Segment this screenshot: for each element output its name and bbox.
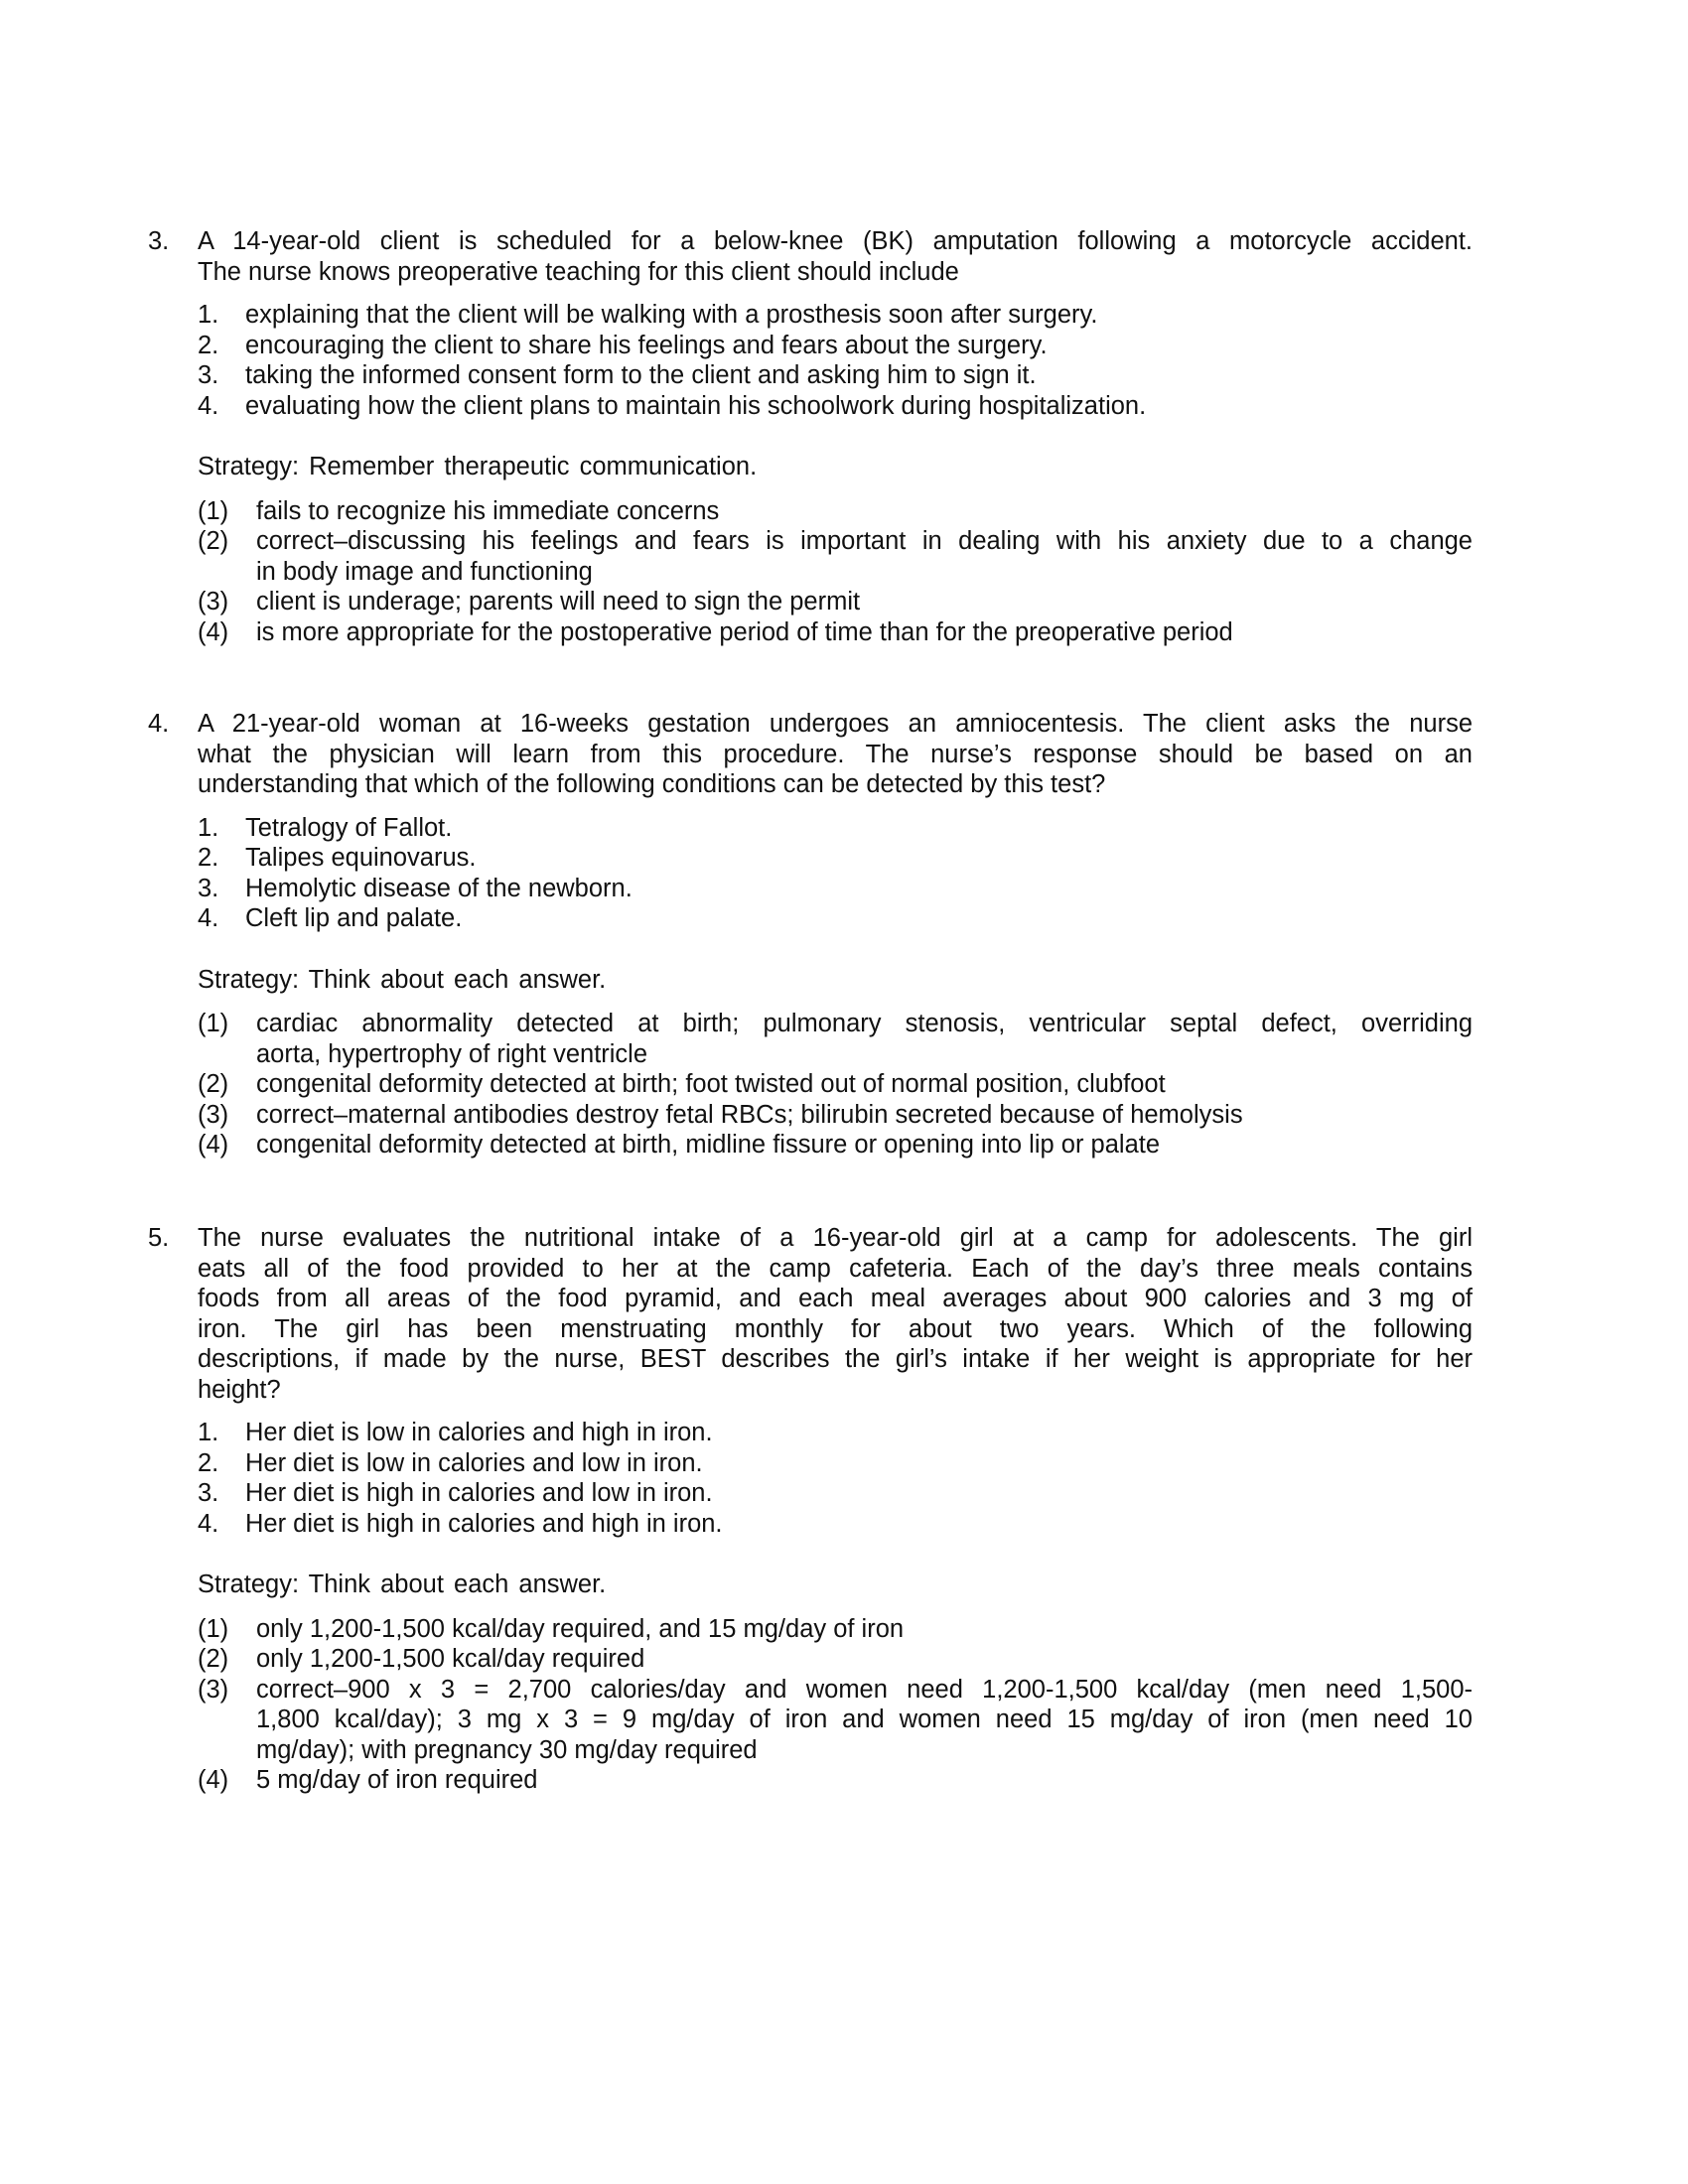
question-stem	[198, 709, 1473, 800]
answer-option	[198, 1448, 1473, 1479]
option-number: 2.	[198, 844, 219, 872]
rationale-item	[198, 587, 1473, 617]
rationale-line: 5 mg/day of iron required	[256, 1766, 538, 1794]
option-text: encouraging the client to share his feelings and fears about the surgery.	[245, 331, 1048, 359]
option-text: Her diet is low in calories and high in iron.	[245, 1419, 713, 1446]
answer-option	[198, 843, 1473, 874]
stem-line: what the physician will learn from this procedure. The nurse’s response should be based on an	[198, 740, 1473, 768]
option-text: Talipes equinovarus.	[245, 844, 477, 872]
rationale-line: 1,800 kcal/day); 3 mg x 3 = 9 mg/day of iron and women need 15 mg/day of iron (men need 10	[256, 1706, 1473, 1733]
question-4	[148, 709, 1473, 1160]
option-text: Her diet is high in calories and high in iron.	[245, 1509, 723, 1538]
answer-option	[198, 813, 1473, 844]
option-text: Cleft lip and palate.	[245, 904, 463, 932]
question-3	[148, 226, 1473, 647]
stem-line: descriptions, if made by the nurse, BEST describes the girl’s intake if her weight is appropriate for her	[198, 1345, 1473, 1373]
question-stem	[198, 226, 1473, 287]
option-text: evaluating how the client plans to maintain his schoolwork during hospitalization.	[245, 391, 1147, 420]
rationale-number: (2)	[198, 1645, 229, 1673]
stem-line: foods from all areas of the food pyramid, and each meal averages about 900 calories and 3 mg of	[198, 1285, 1473, 1312]
stem-line: iron. The girl has been menstruating monthly for about two years. Which of the following	[198, 1314, 1473, 1343]
rationale-number: (1)	[198, 496, 229, 525]
option-number: 1.	[198, 301, 219, 329]
option-number: 2.	[198, 331, 219, 359]
rationale-number: (1)	[198, 1614, 229, 1643]
rationales	[198, 1614, 1473, 1796]
option-number: 1.	[198, 1419, 219, 1446]
strategy-text: Strategy: Remember therapeutic communication.	[198, 453, 758, 480]
rationale-item	[198, 1675, 1473, 1766]
option-number: 3.	[198, 1479, 219, 1507]
strategy-text: Strategy: Think about each answer.	[198, 1570, 607, 1598]
option-text: Her diet is low in calories and low in iron.	[245, 1448, 703, 1477]
stem-line: The nurse knows preoperative teaching for this client should include	[198, 257, 959, 286]
question-body	[198, 1223, 1473, 1796]
rationale-number: (4)	[198, 1131, 229, 1159]
rationale-line: correct–900 x 3 = 2,700 calories/day and women need 1,200-1,500 kcal/day (men need 1,500-	[256, 1675, 1473, 1704]
rationale-line: client is underage; parents will need to sign the permit	[256, 588, 861, 615]
option-text: Her diet is high in calories and low in iron.	[245, 1479, 713, 1507]
rationale-line: mg/day); with pregnancy 30 mg/day required	[256, 1735, 758, 1764]
stem-line: A 14-year-old client is scheduled for a below-knee (BK) amputation following a motorcycle accident.	[198, 227, 1473, 255]
stem-line: eats all of the food provided to her at the camp cafeteria. Each of the day’s three meals contains	[198, 1254, 1473, 1283]
rationale-item	[198, 526, 1473, 587]
rationale-number: (2)	[198, 1070, 229, 1098]
rationale-number: (3)	[198, 1675, 229, 1704]
option-number: 4.	[198, 1509, 219, 1538]
option-text: explaining that the client will be walking with a prosthesis soon after surgery.	[245, 301, 1098, 329]
rationale-number: (4)	[198, 1766, 229, 1794]
answer-option	[198, 360, 1473, 391]
option-text: Tetralogy of Fallot.	[245, 813, 453, 842]
rationale-line: only 1,200-1,500 kcal/day required	[256, 1645, 645, 1673]
answer-option	[198, 1478, 1473, 1509]
answer-option	[198, 874, 1473, 904]
answer-option	[198, 1418, 1473, 1448]
option-number: 2.	[198, 1448, 219, 1477]
question-number: 3.	[148, 227, 170, 255]
option-text: Hemolytic disease of the newborn.	[245, 874, 633, 902]
rationales	[198, 496, 1473, 648]
rationale-line: aorta, hypertrophy of right ventricle	[256, 1039, 648, 1068]
stem-line: understanding that which of the following conditions can be detected by this test?	[198, 770, 1106, 798]
rationale-line: only 1,200-1,500 kcal/day required, and 15 mg/day of iron	[256, 1614, 905, 1643]
rationale-line: congenital deformity detected at birth, midline fissure or opening into lip or palate	[256, 1131, 1161, 1159]
answer-option	[198, 1509, 1473, 1540]
answer-options	[198, 1418, 1473, 1539]
option-number: 1.	[198, 813, 219, 842]
question-body	[198, 709, 1473, 1160]
rationale-number: (3)	[198, 588, 229, 615]
rationale-line: fails to recognize his immediate concerns	[256, 496, 720, 525]
rationale-item	[198, 1069, 1473, 1100]
strategy-text: Strategy: Think about each answer.	[198, 965, 607, 994]
rationale-line: in body image and functioning	[256, 557, 593, 586]
question-5	[148, 1223, 1473, 1796]
rationale-line: correct–discussing his feelings and fears is important in dealing with his anxiety due to a change	[256, 527, 1473, 555]
answer-option	[198, 331, 1473, 361]
question-stem	[198, 1223, 1473, 1405]
option-text: taking the informed consent form to the client and asking him to sign it.	[245, 361, 1037, 389]
answer-option	[198, 300, 1473, 331]
question-number: 4.	[148, 710, 170, 738]
stem-line: height?	[198, 1375, 281, 1404]
rationale-item	[198, 1614, 1473, 1645]
rationale-line: congenital deformity detected at birth; foot twisted out of normal position, clubfoot	[256, 1070, 1166, 1098]
option-number: 3.	[198, 361, 219, 389]
answer-option	[198, 391, 1473, 422]
rationales	[198, 1009, 1473, 1160]
rationale-number: (4)	[198, 617, 229, 646]
rationale-number: (1)	[198, 1010, 229, 1037]
rationale-item	[198, 1009, 1473, 1069]
answer-options	[198, 300, 1473, 421]
stem-line: The nurse evaluates the nutritional intake of a 16-year-old girl at a camp for adolescents. The girl	[198, 1224, 1473, 1252]
option-number: 4.	[198, 391, 219, 420]
stem-line: A 21-year-old woman at 16-weeks gestation undergoes an amniocentesis. The client asks the nurse	[198, 710, 1473, 738]
rationale-number: (2)	[198, 527, 229, 555]
rationale-item	[198, 1765, 1473, 1796]
rationale-number: (3)	[198, 1100, 229, 1129]
rationale-item	[198, 1644, 1473, 1675]
question-body	[198, 226, 1473, 647]
rationale-item	[198, 496, 1473, 527]
question-number: 5.	[148, 1224, 170, 1252]
rationale-item	[198, 617, 1473, 648]
option-number: 4.	[198, 904, 219, 932]
rationale-item	[198, 1100, 1473, 1131]
rationale-line: correct–maternal antibodies destroy fetal RBCs; bilirubin secreted because of hemolysis	[256, 1100, 1243, 1129]
answer-options	[198, 813, 1473, 934]
answer-option	[198, 903, 1473, 934]
rationale-line: is more appropriate for the postoperative period of time than for the preoperative period	[256, 617, 1233, 646]
option-number: 3.	[198, 874, 219, 902]
rationale-line: cardiac abnormality detected at birth; pulmonary stenosis, ventricular septal defect, overriding	[256, 1010, 1473, 1037]
rationale-item	[198, 1130, 1473, 1160]
